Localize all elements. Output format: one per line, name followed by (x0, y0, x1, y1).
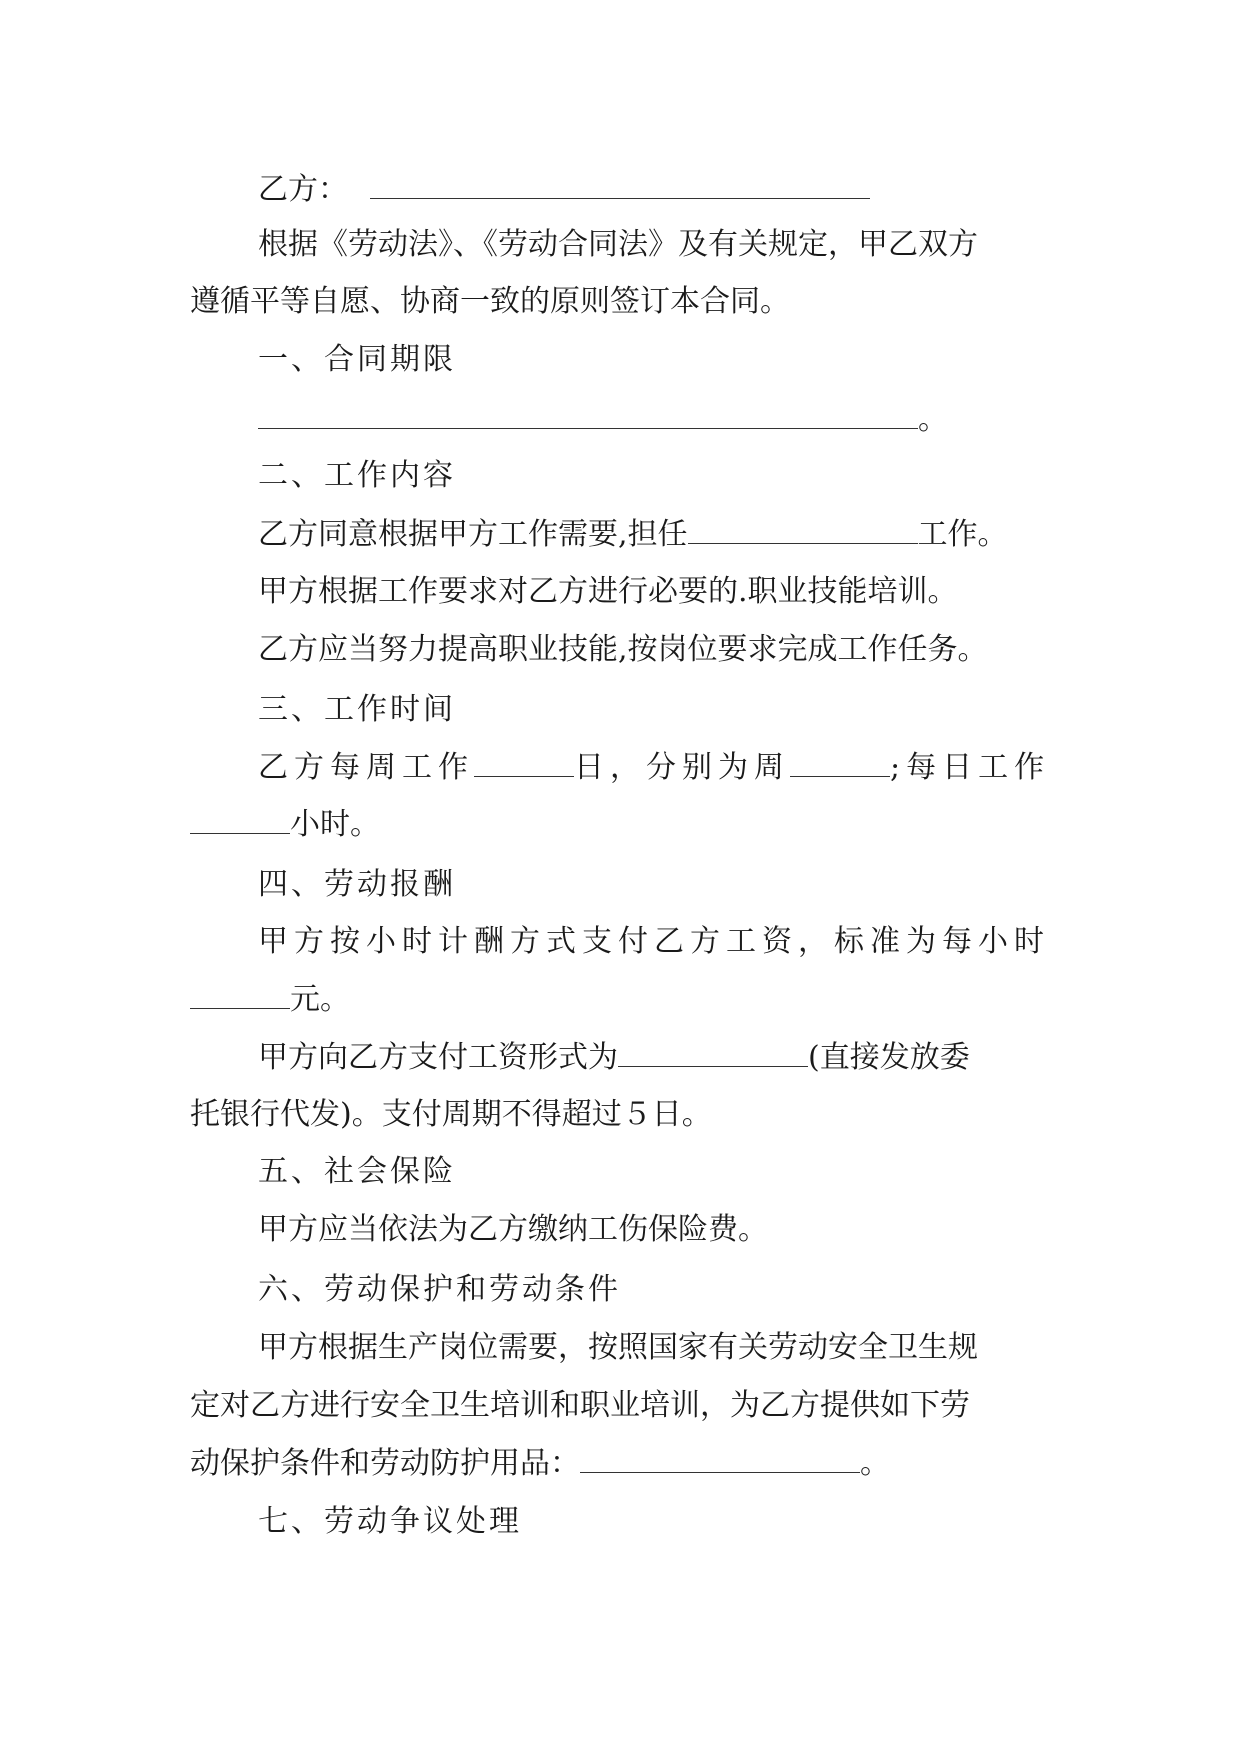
intro-line-1: 根据《劳动法》、《劳动合同法》及有关规定，甲乙双方 (258, 227, 978, 262)
section-4-para-1-cont (190, 980, 350, 1020)
daily-hours-text: ;每日工作 (890, 750, 1051, 785)
protection-blank[interactable] (580, 1446, 860, 1473)
section-2-para-2: 甲方根据工作要求对乙方进行必要的.职业技能培训。 (258, 574, 958, 609)
section-6-line-1: 甲方根据生产岗位需要，按照国家有关劳动安全卫生规 (258, 1330, 978, 1365)
section-4-para-2 (258, 1038, 970, 1078)
protection-text: 动保护条件和劳动防护用品： (190, 1446, 580, 1481)
pay-form-options: (直接发放委 (808, 1040, 970, 1075)
hours-text: 小时。 (290, 807, 380, 842)
section-3-line-2 (190, 805, 380, 845)
weekdays-text: 日，分别为周 (574, 750, 790, 785)
party-b-label: 乙方： (258, 172, 348, 207)
rate-unit-text: 元。 (290, 982, 350, 1017)
protection-end: 。 (860, 1446, 890, 1481)
daily-hours-blank[interactable] (190, 807, 290, 834)
job-text-start: 乙方同意根据甲方工作需要,担任 (258, 517, 688, 552)
job-text-end: 工作。 (917, 517, 1008, 552)
section-2-para-1 (258, 515, 1008, 555)
section-6-line-3 (190, 1444, 890, 1484)
job-blank[interactable] (688, 517, 918, 544)
section-5-heading: 五、社会保险 (258, 1154, 456, 1189)
work-days-blank[interactable] (474, 750, 574, 777)
party-b-blank[interactable] (370, 172, 870, 199)
contract-term-blank[interactable] (258, 402, 918, 429)
section-4-heading: 四、劳动报酬 (258, 867, 456, 902)
intro-line-2: 遵循平等自愿、协商一致的原则签订本合同。 (190, 284, 790, 319)
work-days-text: 乙方每周工作 (258, 750, 474, 785)
section-1-blank-line (258, 400, 948, 440)
section-2-para-3: 乙方应当努力提高职业技能,按岗位要求完成工作任务。 (258, 632, 988, 667)
pay-form-blank[interactable] (618, 1040, 808, 1067)
section-7-heading: 七、劳动争议处理 (258, 1504, 522, 1539)
section-5-para: 甲方应当依法为乙方缴纳工伤保险费。 (258, 1212, 768, 1247)
section-2-heading: 二、工作内容 (258, 458, 456, 493)
hourly-rate-blank[interactable] (190, 982, 290, 1009)
section-6-heading: 六、劳动保护和劳动条件 (258, 1272, 621, 1307)
section-4-para-1: 甲方按小时计酬方式支付乙方工资，标准为每小时 (258, 924, 1050, 959)
section-1-end: 。 (918, 402, 948, 437)
section-3-heading: 三、工作时间 (258, 692, 456, 727)
section-1-heading: 一、合同期限 (258, 342, 456, 377)
weekdays-blank[interactable] (790, 750, 890, 777)
section-6-line-2: 定对乙方进行安全卫生培训和职业培训，为乙方提供如下劳 (190, 1388, 970, 1423)
section-3-line-1 (258, 748, 1050, 788)
pay-form-text: 甲方向乙方支付工资形式为 (258, 1040, 618, 1075)
party-b-line (258, 170, 870, 210)
section-4-para-2-cont: 托银行代发)。支付周期不得超过５日。 (190, 1097, 712, 1132)
